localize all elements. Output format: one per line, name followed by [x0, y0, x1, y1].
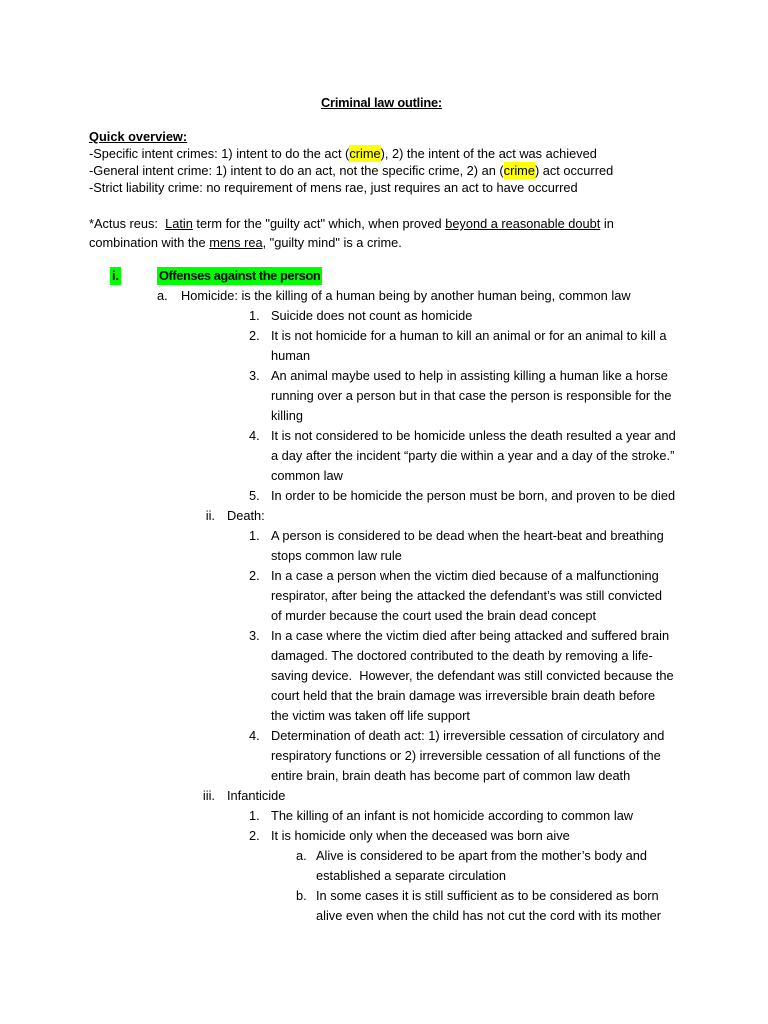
overview-text: ), 2) the intent of the act was achieved: [380, 146, 597, 161]
subtopic-title: Death:: [227, 508, 265, 523]
list-marker: a.: [296, 848, 307, 863]
point-text: In a case a person when the victim died because of a malfunctioning: [271, 568, 659, 583]
underlined-term-latin: Latin: [165, 216, 193, 231]
overview-text: -General intent crime: 1) intent to do an act, not the specific crime, 2) an (: [89, 163, 504, 178]
point-row: [0, 486, 768, 506]
point-text: In a case where the victim died after being attacked and suffered brain: [271, 628, 670, 643]
document-title-line: [321, 93, 442, 113]
section-heading: Offenses against the person: [159, 268, 321, 283]
point-continuation-row: [0, 386, 768, 406]
list-marker: 1.: [249, 308, 260, 323]
point-text: A person is considered to be dead when the heart-beat and breathing: [271, 528, 664, 543]
point-row: [0, 726, 768, 746]
actus-reus-text: term for the "guilty act" which, when proved: [192, 216, 446, 231]
subpoint-continuation-row: [0, 866, 768, 886]
topic-text: Homicide: is the killing of a human being by another human being, common law: [181, 288, 631, 303]
point-continuation-row: [0, 346, 768, 366]
point-text: stops common law rule: [271, 548, 402, 563]
subpoint-text: Alive is considered to be apart from the mother’s body and: [316, 848, 648, 863]
list-marker: 2.: [249, 568, 260, 583]
overview-text: -Strict liability crime: no requirement of mens rae, just requires an act to have occurred: [89, 180, 578, 195]
point-continuation-row: [0, 546, 768, 566]
actus-reus-text: , "guilty mind" is a crime.: [262, 235, 402, 250]
point-continuation-row: [0, 666, 768, 686]
actus-reus-text: in: [600, 216, 614, 231]
point-continuation-row: [0, 746, 768, 766]
point-row: [0, 626, 768, 646]
section-heading-row: [0, 266, 768, 286]
subpoint-text: alive even when the child has not cut the cord with its mother: [316, 908, 661, 923]
topic-homicide-row: [0, 286, 768, 306]
overview-text: -Specific intent crimes: 1) intent to do the act (: [89, 146, 350, 161]
point-text: Determination of death act: 1) irreversible cessation of circulatory and: [271, 728, 665, 743]
point-row: [0, 806, 768, 826]
list-marker: 2.: [249, 328, 260, 343]
point-continuation-row: [0, 706, 768, 726]
list-marker: iii.: [202, 788, 215, 803]
subpoint-row: [0, 846, 768, 866]
subpoint-row: [0, 886, 768, 906]
list-marker: 4.: [249, 428, 260, 443]
point-text: court held that the brain damage was irreversible brain death before: [271, 688, 656, 703]
list-marker: ii.: [205, 508, 215, 523]
actus-reus-line-2: [89, 233, 402, 253]
subpoint-text: established a separate circulation: [316, 868, 506, 883]
point-continuation-row: [0, 586, 768, 606]
point-text: human: [271, 348, 311, 363]
point-text: a day after the incident “party die within a year and a day of the stroke.”: [271, 448, 675, 463]
highlight-crime: crime: [349, 146, 381, 161]
point-text: common law: [271, 468, 343, 483]
point-text: An animal maybe used to help in assisting killing a human like a horse: [271, 368, 668, 383]
actus-reus-text: *Actus reus:: [89, 216, 166, 231]
section-marker: i.: [112, 268, 120, 283]
actus-reus-line-1: [89, 214, 614, 234]
list-marker: b.: [296, 888, 307, 903]
list-marker: 3.: [249, 628, 260, 643]
list-marker: 4.: [249, 728, 260, 743]
point-text: damaged. The doctored contributed to the death by removing a life-: [271, 648, 653, 663]
point-text: entire brain, brain death has become part of common law death: [271, 768, 631, 783]
point-row: [0, 566, 768, 586]
point-continuation-row: [0, 446, 768, 466]
point-row: [0, 366, 768, 386]
subtopic-death-row: [0, 506, 768, 526]
point-text: In order to be homicide the person must be born, and proven to be died: [271, 488, 676, 503]
point-text: saving device. However, the defendant was still convicted because the: [271, 668, 674, 683]
point-row: [0, 306, 768, 326]
point-text: The killing of an infant is not homicide according to common law: [271, 808, 634, 823]
subtopic-title: Infanticide: [227, 788, 286, 803]
list-marker: 1.: [249, 808, 260, 823]
overview-line-strict-liability: [89, 178, 578, 198]
subpoint-continuation-row: [0, 906, 768, 926]
point-row: [0, 326, 768, 346]
point-continuation-row: [0, 646, 768, 666]
list-marker: 2.: [249, 828, 260, 843]
outline: [0, 266, 768, 926]
point-continuation-row: [0, 766, 768, 786]
point-text: respiratory functions or 2) irreversible cessation of all functions of the: [271, 748, 661, 763]
list-marker: a.: [157, 288, 168, 303]
underlined-phrase-reasonable-doubt: beyond a reasonable doubt: [445, 216, 601, 231]
point-text: running over a person but in that case the person is responsible for the: [271, 388, 672, 403]
list-marker: 1.: [249, 528, 260, 543]
point-text: of murder because the court used the brain dead concept: [271, 608, 597, 623]
actus-reus-text: combination with the: [89, 235, 210, 250]
underlined-term-mens-rea: mens rea: [209, 235, 263, 250]
point-text: the victim was taken off life support: [271, 708, 470, 723]
point-text: It is not considered to be homicide unless the death resulted a year and: [271, 428, 676, 443]
point-row: [0, 426, 768, 446]
point-text: It is not homicide for a human to kill an animal or for an animal to kill a: [271, 328, 667, 343]
point-continuation-row: [0, 606, 768, 626]
overview-text: ) act occurred: [534, 163, 614, 178]
point-continuation-row: [0, 686, 768, 706]
point-row: [0, 826, 768, 846]
point-row: [0, 526, 768, 546]
overview-heading: Quick overview:: [89, 129, 188, 144]
subtopic-infanticide-row: [0, 786, 768, 806]
document-title: Criminal law outline:: [321, 95, 442, 110]
point-text: Suicide does not count as homicide: [271, 308, 473, 323]
point-text: respirator, after being the attacked the defendant’s was still convicted: [271, 588, 663, 603]
subpoint-text: In some cases it is still sufficient as to be considered as born: [316, 888, 659, 903]
highlight-crime: crime: [503, 163, 535, 178]
list-marker: 5.: [249, 488, 260, 503]
list-marker: 3.: [249, 368, 260, 383]
point-continuation-row: [0, 406, 768, 426]
point-text: killing: [271, 408, 304, 423]
point-continuation-row: [0, 466, 768, 486]
point-text: It is homicide only when the deceased was born aive: [271, 828, 570, 843]
